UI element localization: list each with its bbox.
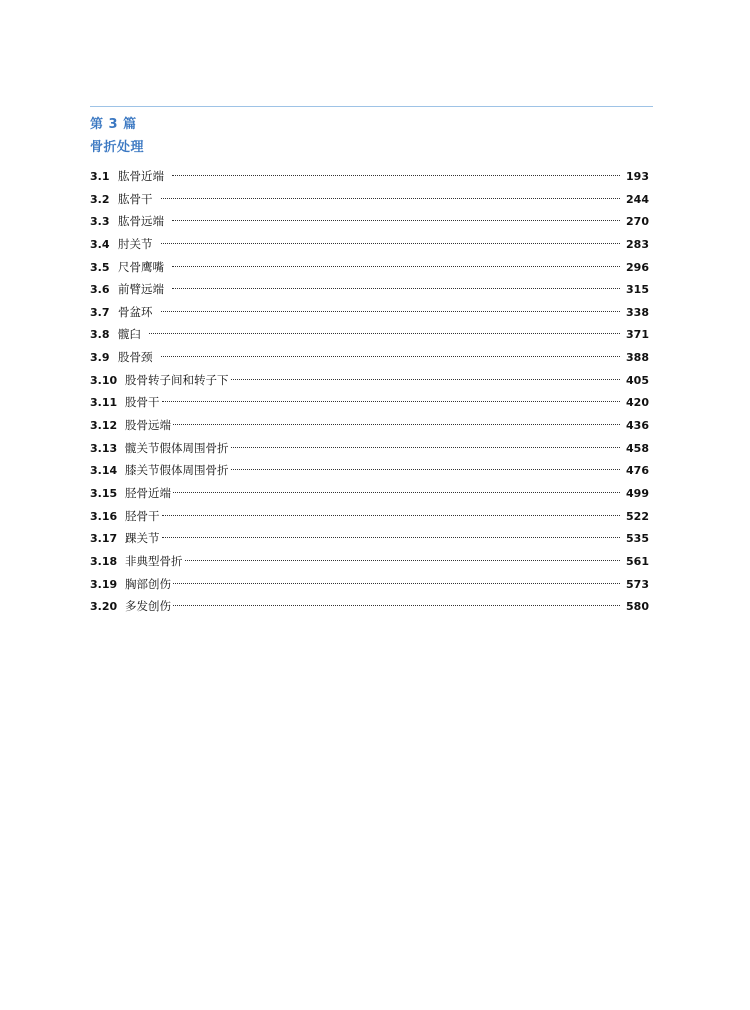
toc-entry-title: 肱骨远端 (118, 214, 164, 229)
toc-entry-number: 3.16 (90, 509, 118, 523)
toc-entry-number: 3.10 (90, 373, 118, 387)
toc-leader-dots (172, 266, 620, 267)
toc-entry-title: 前臂远端 (118, 282, 164, 297)
table-of-contents (90, 165, 649, 618)
toc-entry[interactable] (90, 346, 649, 369)
toc-entry[interactable] (90, 550, 649, 573)
toc-entry-title: 胸部创伤 (125, 576, 171, 591)
toc-leader-dots (162, 537, 621, 538)
toc-entry-number: 3.20 (90, 600, 118, 614)
toc-entry[interactable] (90, 573, 649, 596)
toc-entry[interactable] (90, 369, 649, 392)
toc-entry[interactable] (90, 165, 649, 188)
toc-leader-dots (161, 198, 621, 199)
toc-entry-page: 283 (626, 237, 649, 251)
toc-entry-number: 3.2 (90, 192, 110, 206)
toc-entry[interactable] (90, 301, 649, 324)
toc-leader-dots (161, 311, 621, 312)
toc-entry-title: 膝关节假体周围骨折 (125, 463, 229, 478)
toc-entry-page: 270 (626, 215, 649, 229)
toc-leader-dots (173, 492, 620, 493)
toc-entry[interactable] (90, 323, 649, 346)
toc-entry-title: 髋臼 (118, 327, 141, 342)
toc-entry-page: 499 (626, 486, 649, 500)
toc-entry-title: 胫骨干 (125, 508, 160, 523)
toc-entry-number: 3.4 (90, 237, 110, 251)
toc-entry-number: 3.3 (90, 215, 110, 229)
toc-entry[interactable] (90, 437, 649, 460)
toc-entry[interactable] (90, 391, 649, 414)
toc-entry-page: 580 (626, 600, 649, 614)
toc-entry-number: 3.18 (90, 554, 118, 568)
toc-entry-page: 244 (626, 192, 649, 206)
toc-leader-dots (161, 356, 621, 357)
toc-leader-dots (172, 288, 620, 289)
toc-leader-dots (161, 243, 621, 244)
toc-entry-page: 573 (626, 577, 649, 591)
toc-entry-number: 3.5 (90, 260, 110, 274)
toc-entry[interactable] (90, 482, 649, 505)
toc-entry-page: 561 (626, 554, 649, 568)
toc-entry-title: 髋关节假体周围骨折 (125, 440, 229, 455)
toc-entry-title: 胫骨近端 (125, 485, 171, 500)
toc-entry[interactable] (90, 188, 649, 211)
toc-entry-number: 3.6 (90, 283, 110, 297)
toc-entry[interactable] (90, 210, 649, 233)
toc-entry-page: 436 (626, 419, 649, 433)
toc-entry-title: 肘关节 (118, 236, 153, 251)
toc-entry-page: 420 (626, 396, 649, 410)
toc-entry-number: 3.15 (90, 486, 118, 500)
toc-leader-dots (231, 469, 621, 470)
toc-entry-page: 405 (626, 373, 649, 387)
toc-entry-title: 踝关节 (125, 531, 160, 546)
toc-entry-page: 296 (626, 260, 649, 274)
toc-entry-title: 肱骨干 (118, 191, 153, 206)
toc-entry-number: 3.11 (90, 396, 118, 410)
part-title: 骨折处理 (90, 140, 145, 155)
toc-entry-number: 3.14 (90, 464, 118, 478)
toc-entry[interactable] (90, 595, 649, 618)
toc-entry[interactable] (90, 527, 649, 550)
toc-entry-number: 3.17 (90, 532, 118, 546)
toc-leader-dots (231, 379, 621, 380)
part-number: 第 3 篇 (90, 117, 137, 132)
header-rule (90, 106, 653, 107)
toc-leader-dots (149, 333, 620, 334)
toc-leader-dots (162, 515, 621, 516)
toc-entry-number: 3.9 (90, 351, 110, 365)
toc-entry-page: 338 (626, 305, 649, 319)
toc-entry-page: 388 (626, 351, 649, 365)
toc-entry-title: 骨盆环 (118, 304, 153, 319)
toc-entry[interactable] (90, 414, 649, 437)
toc-leader-dots (231, 447, 621, 448)
toc-entry-page: 476 (626, 464, 649, 478)
toc-entry-number: 3.19 (90, 577, 118, 591)
toc-entry-title: 股骨远端 (125, 418, 171, 433)
toc-leader-dots (172, 220, 620, 221)
toc-leader-dots (172, 175, 620, 176)
toc-entry-number: 3.1 (90, 170, 110, 183)
toc-entry[interactable] (90, 278, 649, 301)
toc-entry-title: 股骨干 (125, 395, 160, 410)
toc-entry[interactable] (90, 233, 649, 256)
toc-entry[interactable] (90, 505, 649, 528)
toc-entry[interactable] (90, 256, 649, 279)
toc-leader-dots (162, 401, 621, 402)
toc-entry-title: 尺骨鹰嘴 (118, 259, 164, 274)
toc-entry-page: 193 (626, 170, 649, 183)
toc-entry-page: 522 (626, 509, 649, 523)
toc-entry-number: 3.8 (90, 328, 110, 342)
toc-entry-number: 3.7 (90, 305, 110, 319)
toc-entry[interactable] (90, 459, 649, 482)
toc-leader-dots (173, 583, 620, 584)
toc-entry-title: 股骨颈 (118, 350, 153, 365)
toc-entry-title: 多发创伤 (125, 599, 171, 614)
toc-entry-number: 3.13 (90, 441, 118, 455)
toc-leader-dots (173, 605, 620, 606)
toc-entry-title: 股骨转子间和转子下 (125, 372, 229, 387)
toc-leader-dots (185, 560, 621, 561)
toc-entry-title: 肱骨近端 (118, 169, 164, 183)
toc-leader-dots (173, 424, 620, 425)
toc-entry-title: 非典型骨折 (125, 553, 183, 568)
toc-entry-page: 315 (626, 283, 649, 297)
toc-entry-page: 535 (626, 532, 649, 546)
toc-entry-number: 3.12 (90, 419, 118, 433)
toc-entry-page: 458 (626, 441, 649, 455)
toc-entry-page: 371 (626, 328, 649, 342)
